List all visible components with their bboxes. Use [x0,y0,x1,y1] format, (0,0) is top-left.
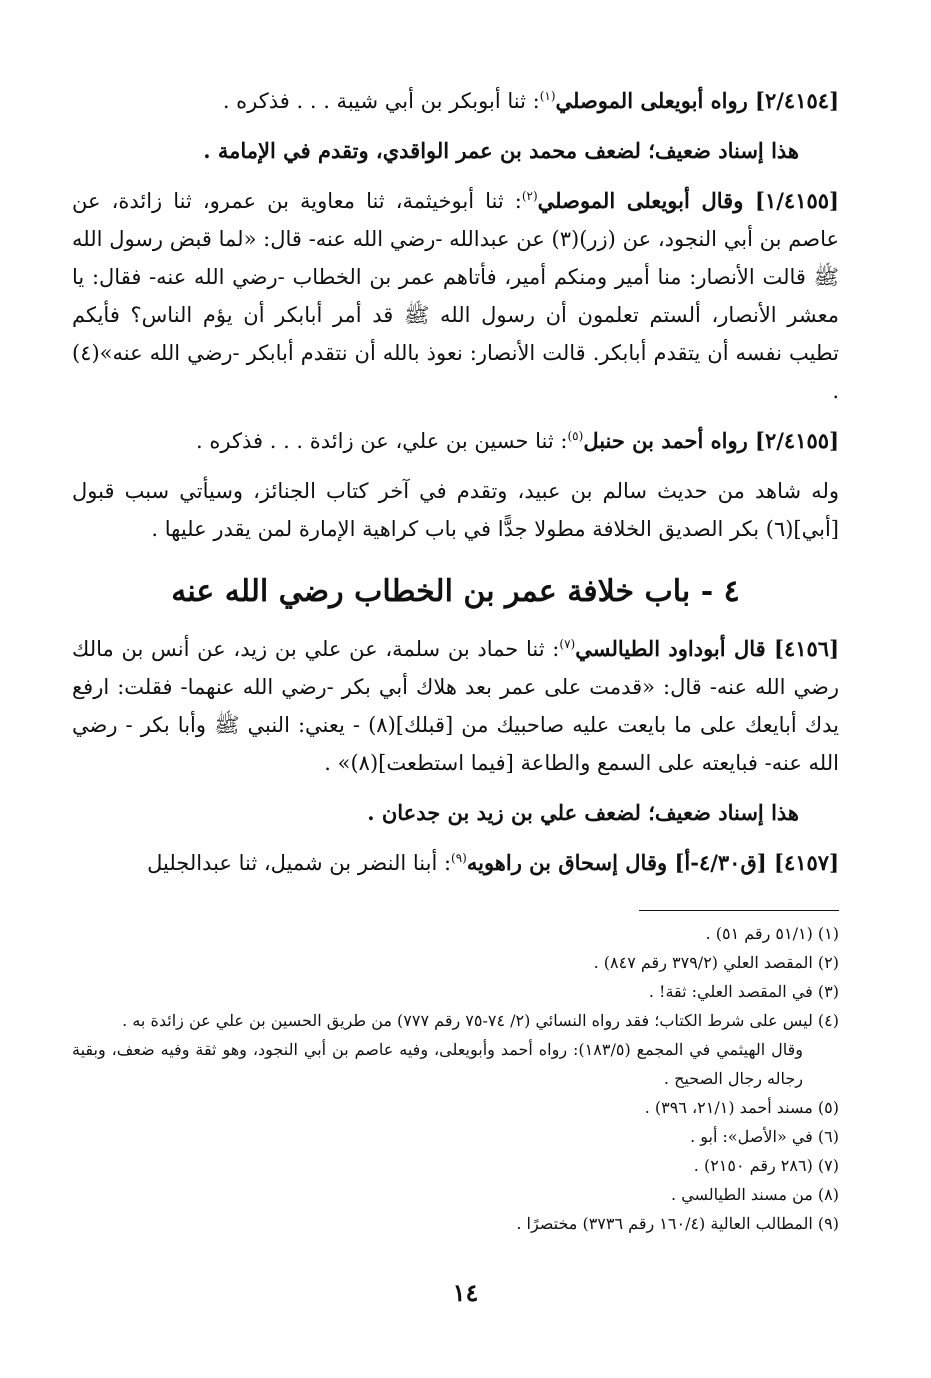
footnote-5 [72,1093,839,1122]
footnote-8 [72,1180,839,1209]
isnad-judgement: هذا إسناد ضعيف؛ لضعف محمد بن عمر الواقدي، وتقدم في الإمامة . [203,138,799,163]
footnote-number: (٥) [817,1098,839,1117]
paragraph-4155-1 [72,182,839,410]
footnote-7 [72,1151,839,1180]
footnote-marker: (١) [539,89,556,103]
paragraph-text: : ثنا أبوبكر بن أبي شيبة . . . فذكره . [222,89,540,113]
footnote-number: (٢) [817,953,839,972]
footnote-text: في المقصد العلي: ثقة! . [648,982,813,1001]
paragraph-text: : ثنا حسين بن علي، عن زائدة . . . فذكره . [196,429,568,453]
paragraph-4154-2 [72,82,839,120]
footnote-text: في «الأصل»: أبو . [690,1127,813,1146]
footnote-4 [72,1006,839,1093]
hadith-reference: [٢/٤١٥٤] رواه أبويعلى الموصلي [555,88,839,113]
footnotes [72,919,839,1238]
footnote-number: (٧) [817,1156,839,1175]
paragraph-text: وله شاهد من حديث سالم بن عبيد، وتقدم في آخر كتاب الجنائز، وسيأتي سبب قبول [أبي](٦) بكر الصديق الخلافة مطولا جدًّا في باب كراهية الإمارة لمن يقدر عليها . [72,479,839,541]
paragraph-isnad-note-1 [72,132,839,170]
hadith-reference: [٤١٥٦] قال أبوداود الطيالسي [575,636,839,661]
footnote-number: (٩) [817,1214,839,1233]
paragraph-isnad-note-2 [72,794,839,832]
footnote-3 [72,977,839,1006]
paragraph-4156 [72,630,839,782]
footnote-text: (٢٨٦ رقم ٢١٥٠) . [693,1156,813,1175]
footnote-9 [72,1209,839,1238]
footnote-text: المطالب العالية (١٦٠/٤ رقم ٣٧٣٦) مختصرًا . [516,1214,813,1233]
paragraph-4157 [72,844,839,882]
footnote-text: مسند أحمد (٢١/١، ٣٩٦) . [644,1098,813,1117]
chapter-heading: ٤ - باب خلافة عمر بن الخطاب رضي الله عنه [171,574,740,609]
isnad-judgement: هذا إسناد ضعيف؛ لضعف علي بن زيد بن جدعان . [367,800,799,825]
footnote-1 [72,919,839,948]
footnote-text: (٥١/١ رقم ٥١) . [705,924,813,943]
footnote-number: (٣) [817,982,839,1001]
footnote-2 [72,948,839,977]
footnote-continuation: وقال الهيثمي في المجمع (١٨٣/٥): رواه أحمد وأبويعلى، وفيه عاصم بن أبي النجود، وهو ثقة وفيه ضعف، وبقية رجاله رجال الصحيح . [72,1040,803,1088]
hadith-reference: [١/٤١٥٥] وقال أبويعلى الموصلي [537,188,839,213]
paragraph-text: : أبنا النضر بن شميل، ثنا عبدالجليل [147,851,452,875]
footnote-marker: (٢) [521,189,538,203]
footnote-separator [639,910,839,911]
footnote-text: المقصد العلي (٣٧٩/٢ رقم ٨٤٧) . [593,953,813,972]
footnote-number: (٦) [817,1127,839,1146]
footnote-text: من مسند الطيالسي . [671,1185,813,1204]
paragraph-4155-2 [72,422,839,460]
paragraph-shahid [72,472,839,548]
hadith-reference: [٢/٤١٥٥] رواه أحمد بن حنبل [583,428,839,453]
footnote-number: (٨) [817,1185,839,1204]
footnote-marker: (٩) [451,851,467,865]
page-number: ١٤ [452,1278,479,1307]
footnote-number: (١) [817,924,839,943]
footnote-text: ليس على شرط الكتاب؛ فقد رواه النسائي (٢/ ٧٤-٧٥ رقم ٧٧٧) من طريق الحسين بن علي عن زائدة به . [122,1011,813,1030]
paragraph-text: : ثنا أبوخيثمة، ثنا معاوية بن عمرو، ثنا زائدة، عن عاصم بن أبي النجود، عن (زر)(٣) عن عبدالله -رضي الله عنه- قال: «لما قبض رسول الله ﷺ قالت الأنصار: منا أمير ومنكم أمير، فأتاهم عمر بن الخطاب -رضي الله عنه- فقال: يا معشر الأنصار، ألستم تعلمون أن رسول الله ﷺ قد أمر أبابكر أن يؤم الناس؟ فأيكم تطيب نفسه أن يتقدم أبابكر. قالت الأنصار: نعوذ بالله أن نتقدم أبابكر -رضي الله عنه»(٤) . [72,189,839,403]
footnote-number: (٤) [817,1011,839,1030]
footnote-marker: (٧) [559,637,576,651]
hadith-reference: [٤١٥٧] [ق٤/٣٠-أ] وقال إسحاق بن راهويه [466,850,839,875]
paragraph-text: : ثنا حماد بن سلمة، عن علي بن زيد، عن أنس بن مالك رضي الله عنه- قال: «قدمت على عمر بعد هلاك أبي بكر -رضي الله عنهما- فقلت: ارفع يدك أبايعك على ما بايعت عليه صاحبيك من [قبلك](٨) - يعني: النبي ﷺ وأبا بكر - رضي الله عنه- فبايعته على السمع والطاعة [فيما استطعت](٨)» . [72,637,839,775]
footnote-marker: (٥) [567,429,584,443]
footnote-6 [72,1122,839,1151]
